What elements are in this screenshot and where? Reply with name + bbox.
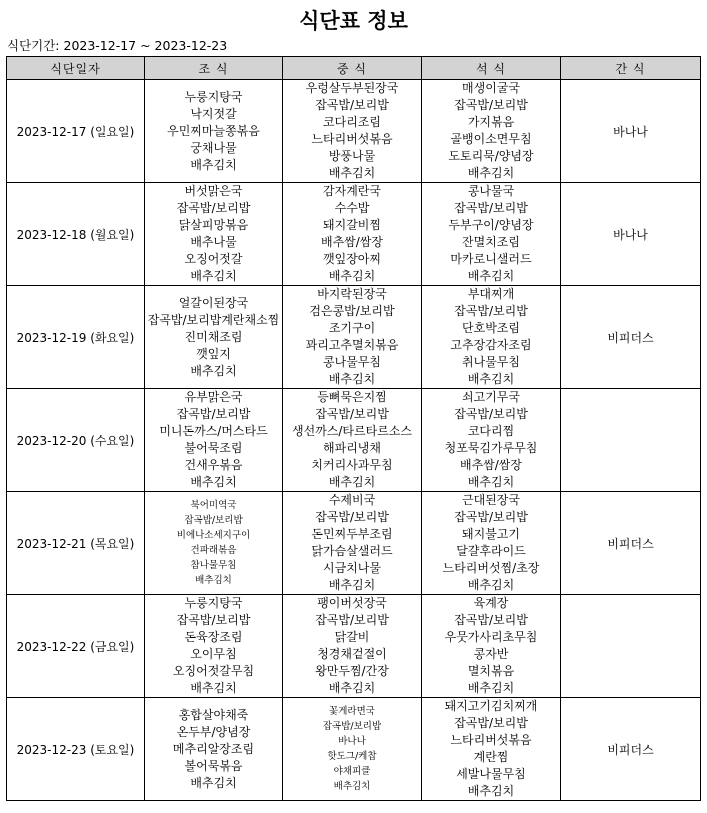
menu-item: 콩자반 <box>473 647 509 661</box>
menu-item: 왕만두찜/간장 <box>315 664 389 678</box>
table-row <box>7 286 701 389</box>
lunch-cell <box>283 389 422 492</box>
meal-period: 식단기간: 2023-12-17 ~ 2023-12-23 <box>7 38 228 53</box>
menu-item: 잡곡밥/보리밥 <box>454 407 528 421</box>
lunch-menu <box>283 183 421 285</box>
menu-item: 잡곡밥/보리밥 <box>454 716 528 730</box>
menu-item: 배추김치 <box>195 575 232 586</box>
table-row <box>7 183 701 286</box>
breakfast-cell <box>145 389 283 492</box>
menu-item: 배추김치 <box>328 269 376 283</box>
menu-item: 누룽지탕국 <box>184 89 243 104</box>
menu-item: 달걀후라이드 <box>456 544 526 558</box>
dinner-menu <box>422 389 560 491</box>
page-title: 식단표 정보 <box>299 9 408 33</box>
breakfast-cell <box>145 698 283 801</box>
menu-item: 팽이버섯장국 <box>317 596 387 610</box>
menu-item: 생선까스/타르타르소스 <box>292 424 412 438</box>
menu-item: 코다리조림 <box>323 115 381 129</box>
dinner-menu <box>422 286 560 388</box>
table-header-row <box>7 57 701 80</box>
menu-item: 취나물무침 <box>462 355 520 369</box>
menu-item: 배추김치 <box>328 166 376 180</box>
snack-cell: 비피더스 <box>561 286 701 389</box>
menu-item: 조기구이 <box>328 321 376 335</box>
table-row <box>7 389 701 492</box>
menu-item: 느타리버섯찜/초장 <box>442 561 540 575</box>
menu-item: 배추김치 <box>467 784 515 798</box>
menu-item: 오징어젓갈무침 <box>172 664 255 678</box>
lunch-menu <box>283 492 421 594</box>
menu-item: 미니돈까스/머스타드 <box>159 424 268 438</box>
meal-table-body <box>7 80 701 801</box>
menu-item: 닭가슴살샐러드 <box>311 544 393 558</box>
dinner-menu <box>422 698 560 800</box>
menu-item: 매생이굴국 <box>462 81 520 95</box>
menu-item: 잡곡밥/보리밥 <box>184 515 243 526</box>
dinner-cell <box>422 183 561 286</box>
menu-item: 건파래볶음 <box>190 545 237 556</box>
dinner-cell <box>422 389 561 492</box>
dinner-cell <box>422 80 561 183</box>
menu-item: 배추김치 <box>467 475 515 489</box>
menu-item: 잡곡밥/보리밥 <box>176 407 251 421</box>
menu-item: 누룽지탕국 <box>184 596 243 610</box>
menu-item: 배추김치 <box>467 372 515 386</box>
menu-item: 마카로니샐러드 <box>450 252 532 266</box>
menu-item: 잔멸치조림 <box>462 235 520 249</box>
breakfast-cell <box>145 492 283 595</box>
menu-item: 온두부/양념장 <box>176 724 251 739</box>
table-row <box>7 492 701 595</box>
menu-item: 감자계란국 <box>323 184 381 198</box>
menu-item: 배추김치 <box>190 269 237 283</box>
meal-date: 2023-12-20 (수요일) <box>7 389 145 492</box>
lunch-menu <box>283 286 421 388</box>
menu-item: 잡곡밥/보리밥 <box>315 613 389 627</box>
menu-item: 잡곡밥/보리밥 <box>454 201 528 215</box>
menu-item: 고추장감자조림 <box>450 338 532 352</box>
lunch-cell <box>283 286 422 389</box>
menu-item: 건새우볶음 <box>184 458 243 472</box>
menu-item: 배추김치 <box>190 475 237 489</box>
menu-item: 돈민찌두부조림 <box>311 527 393 541</box>
header-breakfast: 조 식 <box>145 57 283 80</box>
meal-date: 2023-12-21 (목요일) <box>7 492 145 595</box>
menu-item: 검은콩밥/보리밥 <box>309 304 395 318</box>
menu-item: 오이무침 <box>190 647 237 661</box>
menu-item: 비에나소세지구이 <box>176 530 251 541</box>
menu-item: 배추나물 <box>190 235 237 249</box>
dinner-cell <box>422 595 561 698</box>
breakfast-menu <box>145 498 282 588</box>
menu-item: 우뭇가사리초무침 <box>444 630 538 644</box>
menu-item: 배추김치 <box>333 781 371 792</box>
menu-item: 메추리알장조림 <box>172 741 255 756</box>
menu-item: 깻잎지 <box>196 346 231 361</box>
dinner-cell <box>422 698 561 801</box>
header-dinner: 석 식 <box>422 57 561 80</box>
menu-item: 콩나물국 <box>467 184 515 198</box>
table-row <box>7 80 701 183</box>
lunch-cell <box>283 492 422 595</box>
menu-item: 돈육장조림 <box>184 630 243 644</box>
menu-item: 잡곡밥/보리밥 <box>454 98 528 112</box>
menu-item: 낙지젓갈 <box>190 106 237 121</box>
menu-item: 닭갈비 <box>334 630 370 644</box>
menu-item: 꽈리고추멸치볶음 <box>305 338 399 352</box>
menu-item: 핫도그/케찹 <box>327 751 377 762</box>
snack-cell <box>561 389 701 492</box>
breakfast-cell <box>145 286 283 389</box>
menu-item: 잡곡밥/보리밥 <box>454 613 528 627</box>
snack-cell: 바나나 <box>561 80 701 183</box>
menu-item: 돼지고기김치찌개 <box>444 699 538 713</box>
menu-item: 닭살피망볶음 <box>178 218 249 232</box>
menu-item: 배추김치 <box>328 372 376 386</box>
menu-item: 단호박조림 <box>462 321 520 335</box>
breakfast-cell <box>145 183 283 286</box>
header-snack: 간 식 <box>561 57 701 80</box>
menu-item: 버섯맑은국 <box>184 184 243 198</box>
menu-item: 잡곡밥/보리밥계란채소찜 <box>147 312 280 327</box>
menu-item: 근대된장국 <box>462 493 520 507</box>
menu-item: 불어묵조림 <box>184 441 243 455</box>
menu-item: 북어미역국 <box>190 500 237 511</box>
dinner-menu <box>422 183 560 285</box>
menu-item: 가지볶음 <box>467 115 515 129</box>
meal-date: 2023-12-23 (토요일) <box>7 698 145 801</box>
menu-item: 배추김치 <box>190 363 237 378</box>
menu-item: 배추김치 <box>190 681 237 695</box>
menu-item: 세발나물무침 <box>456 767 526 781</box>
meal-date: 2023-12-18 (월요일) <box>7 183 145 286</box>
menu-item: 홍합살야채죽 <box>178 707 249 722</box>
menu-item: 돼지갈비찜 <box>323 218 381 232</box>
breakfast-cell <box>145 80 283 183</box>
breakfast-menu <box>145 707 282 792</box>
menu-item: 멸치볶음 <box>467 664 515 678</box>
menu-item: 잡곡밥/보리밥 <box>322 721 382 732</box>
menu-item: 잡곡밥/보리밥 <box>315 510 389 524</box>
menu-item: 육계장 <box>473 596 509 610</box>
menu-item: 시금치나물 <box>323 561 381 575</box>
header-lunch: 중 식 <box>283 57 422 80</box>
menu-item: 부대찌개 <box>467 287 515 301</box>
menu-item: 참나물무침 <box>190 560 237 571</box>
menu-item: 궁채나물 <box>190 140 237 155</box>
menu-item: 등뼈묵은지찜 <box>317 390 387 404</box>
menu-item: 두부구이/양념장 <box>448 218 534 232</box>
snack-cell: 비피더스 <box>561 492 701 595</box>
menu-item: 얼갈이된장국 <box>178 295 249 310</box>
menu-item: 야채피클 <box>333 766 371 777</box>
menu-item: 잡곡밥/보리밥 <box>176 201 251 215</box>
table-row <box>7 595 701 698</box>
meal-date: 2023-12-19 (화요일) <box>7 286 145 389</box>
menu-item: 배추김치 <box>467 269 515 283</box>
menu-item: 방풍나물 <box>328 149 376 163</box>
menu-item: 청경채겉절이 <box>317 647 387 661</box>
dinner-cell <box>422 492 561 595</box>
menu-item: 바지락된장국 <box>317 287 387 301</box>
breakfast-menu <box>145 183 282 285</box>
menu-item: 치커리사과무침 <box>311 458 393 472</box>
menu-item: 해파리냉채 <box>323 441 381 455</box>
menu-item: 잡곡밥/보리밥 <box>454 304 528 318</box>
menu-item: 우렁살두부된장국 <box>305 81 399 95</box>
menu-item: 잡곡밥/보리밥 <box>315 98 389 112</box>
lunch-menu <box>283 595 421 697</box>
menu-item: 배추쌈/쌈장 <box>320 235 383 249</box>
breakfast-cell <box>145 595 283 698</box>
menu-item: 수제비국 <box>328 493 376 507</box>
menu-item: 바나나 <box>338 736 366 747</box>
menu-item: 배추쌈/쌈장 <box>459 458 522 472</box>
menu-item: 돼지불고기 <box>462 527 520 541</box>
lunch-cell <box>283 183 422 286</box>
lunch-menu <box>283 704 421 794</box>
lunch-cell <box>283 698 422 801</box>
menu-item: 계란찜 <box>473 750 509 764</box>
menu-item: 콩나물무침 <box>323 355 381 369</box>
dinner-menu <box>422 492 560 594</box>
breakfast-menu <box>145 595 282 697</box>
menu-item: 오징어젓갈 <box>184 252 243 266</box>
menu-item: 배추김치 <box>328 475 376 489</box>
menu-item: 잡곡밥/보리밥 <box>454 510 528 524</box>
menu-item: 도토리묵/양념장 <box>448 149 534 163</box>
menu-item: 쇠고기무국 <box>462 390 520 404</box>
lunch-menu <box>283 80 421 182</box>
menu-item: 유부맑은국 <box>184 390 243 404</box>
menu-item: 깻잎장아찌 <box>323 252 381 266</box>
menu-item: 코다리찜 <box>467 424 515 438</box>
snack-cell <box>561 595 701 698</box>
breakfast-menu <box>145 389 282 491</box>
dinner-cell <box>422 286 561 389</box>
menu-item: 진미채조림 <box>184 329 243 344</box>
menu-item: 느타리버섯볶음 <box>450 733 532 747</box>
meal-date: 2023-12-22 (금요일) <box>7 595 145 698</box>
menu-item: 배추김치 <box>328 681 376 695</box>
menu-item: 잡곡밥/보리밥 <box>176 613 251 627</box>
menu-item: 꽃게라면국 <box>329 706 375 717</box>
menu-item: 배추김치 <box>467 681 515 695</box>
lunch-menu <box>283 389 421 491</box>
menu-item: 수수밥 <box>334 201 370 215</box>
breakfast-menu <box>145 295 282 380</box>
menu-item: 느타리버섯볶음 <box>311 132 393 146</box>
menu-item: 청포묵김가루무침 <box>444 441 538 455</box>
menu-item: 배추김치 <box>190 775 237 790</box>
meal-table <box>6 56 701 801</box>
header-date: 식단일자 <box>7 57 145 80</box>
snack-cell: 비피더스 <box>561 698 701 801</box>
menu-item: 볼어묵볶음 <box>184 758 243 773</box>
meal-date: 2023-12-17 (일요일) <box>7 80 145 183</box>
table-row <box>7 698 701 801</box>
dinner-menu <box>422 595 560 697</box>
menu-item: 골뱅이소면무침 <box>450 132 532 146</box>
breakfast-menu <box>145 89 282 174</box>
menu-item: 우민찌마늘쫑볶음 <box>167 123 260 138</box>
menu-item: 배추김치 <box>467 166 515 180</box>
menu-item: 잡곡밥/보리밥 <box>315 407 389 421</box>
lunch-cell <box>283 80 422 183</box>
menu-item: 배추김치 <box>328 578 376 592</box>
menu-item: 배추김치 <box>467 578 515 592</box>
menu-item: 배추김치 <box>190 157 237 172</box>
snack-cell: 바나나 <box>561 183 701 286</box>
dinner-menu <box>422 80 560 182</box>
lunch-cell <box>283 595 422 698</box>
